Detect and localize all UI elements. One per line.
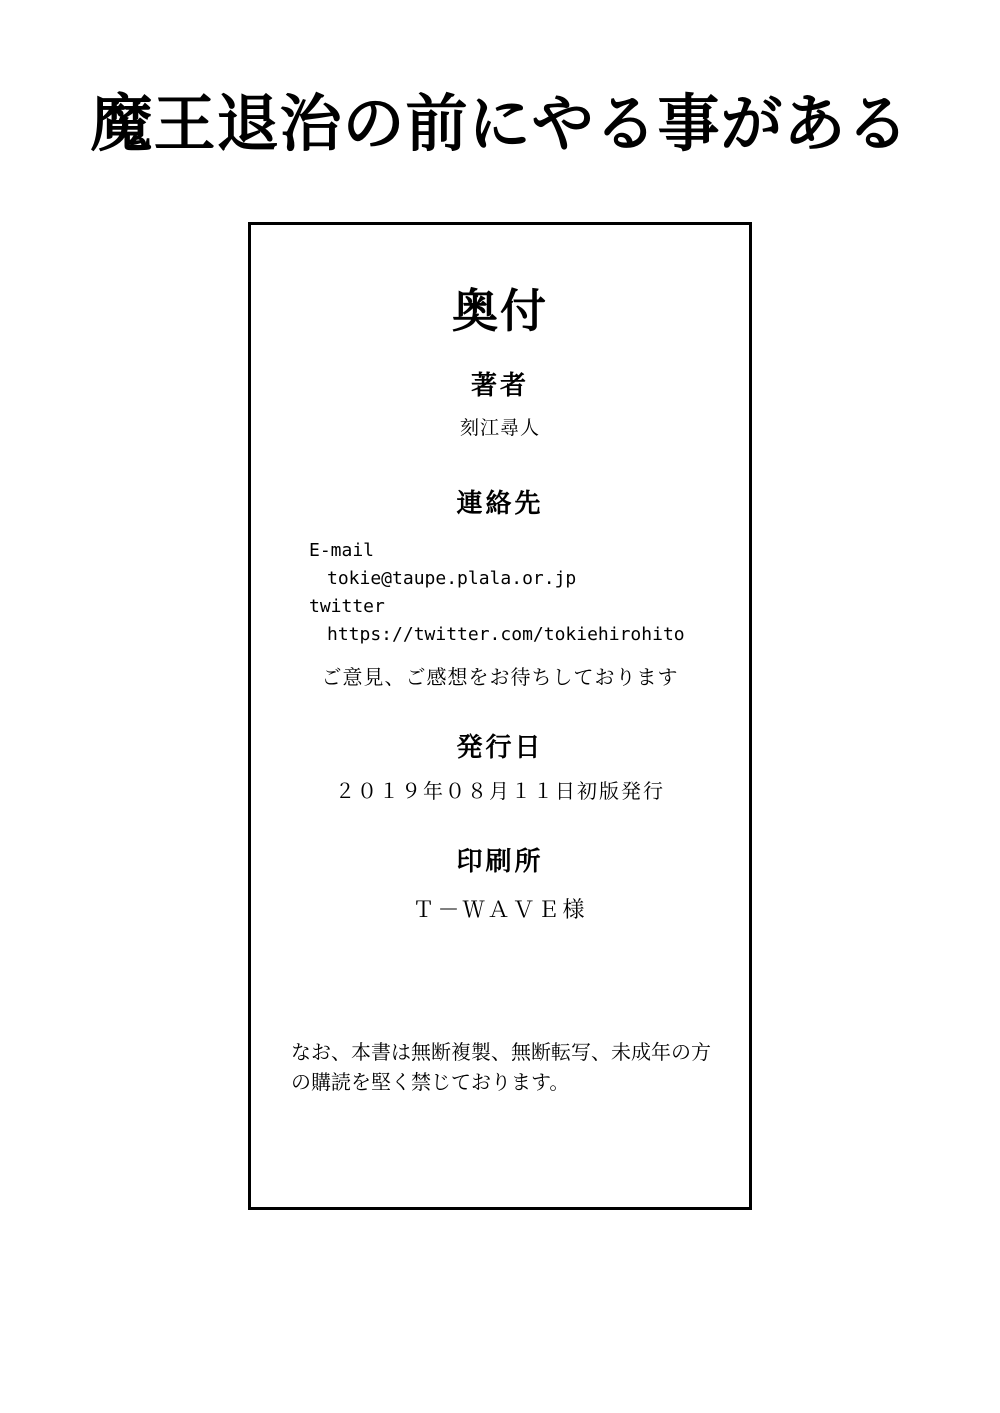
email-label: E-mail <box>309 540 375 561</box>
legal-notice: なお、本書は無断複製、無断転写、未成年の方の購読を堅く禁じております。 <box>291 1040 711 1094</box>
colophon-box <box>248 222 752 1210</box>
feedback-note: ご意見、ご感想をお待ちしております <box>321 665 679 689</box>
page-title: 魔王退治の前にやる事がある <box>90 87 910 160</box>
contact-label: 連絡先 <box>456 489 544 519</box>
colophon-inner <box>251 225 749 1207</box>
author-label: 著者 <box>470 371 529 401</box>
contact-details <box>251 537 749 649</box>
publication-date-value: ２０１９年０８月１１日初版発行 <box>335 779 665 803</box>
printer-name: Ｔ－ＷＡＶＥ様 <box>412 898 588 923</box>
twitter-url[interactable]: https://twitter.com/tokiehirohito <box>327 623 685 645</box>
email-value[interactable]: tokie@taupe.plala.or.jp <box>327 567 577 589</box>
printer-label: 印刷所 <box>456 847 544 877</box>
author-name: 刻江尋人 <box>459 417 540 439</box>
publication-date-label: 発行日 <box>456 733 544 763</box>
twitter-label: twitter <box>309 595 385 617</box>
colophon-heading: 奥付 <box>452 284 548 338</box>
